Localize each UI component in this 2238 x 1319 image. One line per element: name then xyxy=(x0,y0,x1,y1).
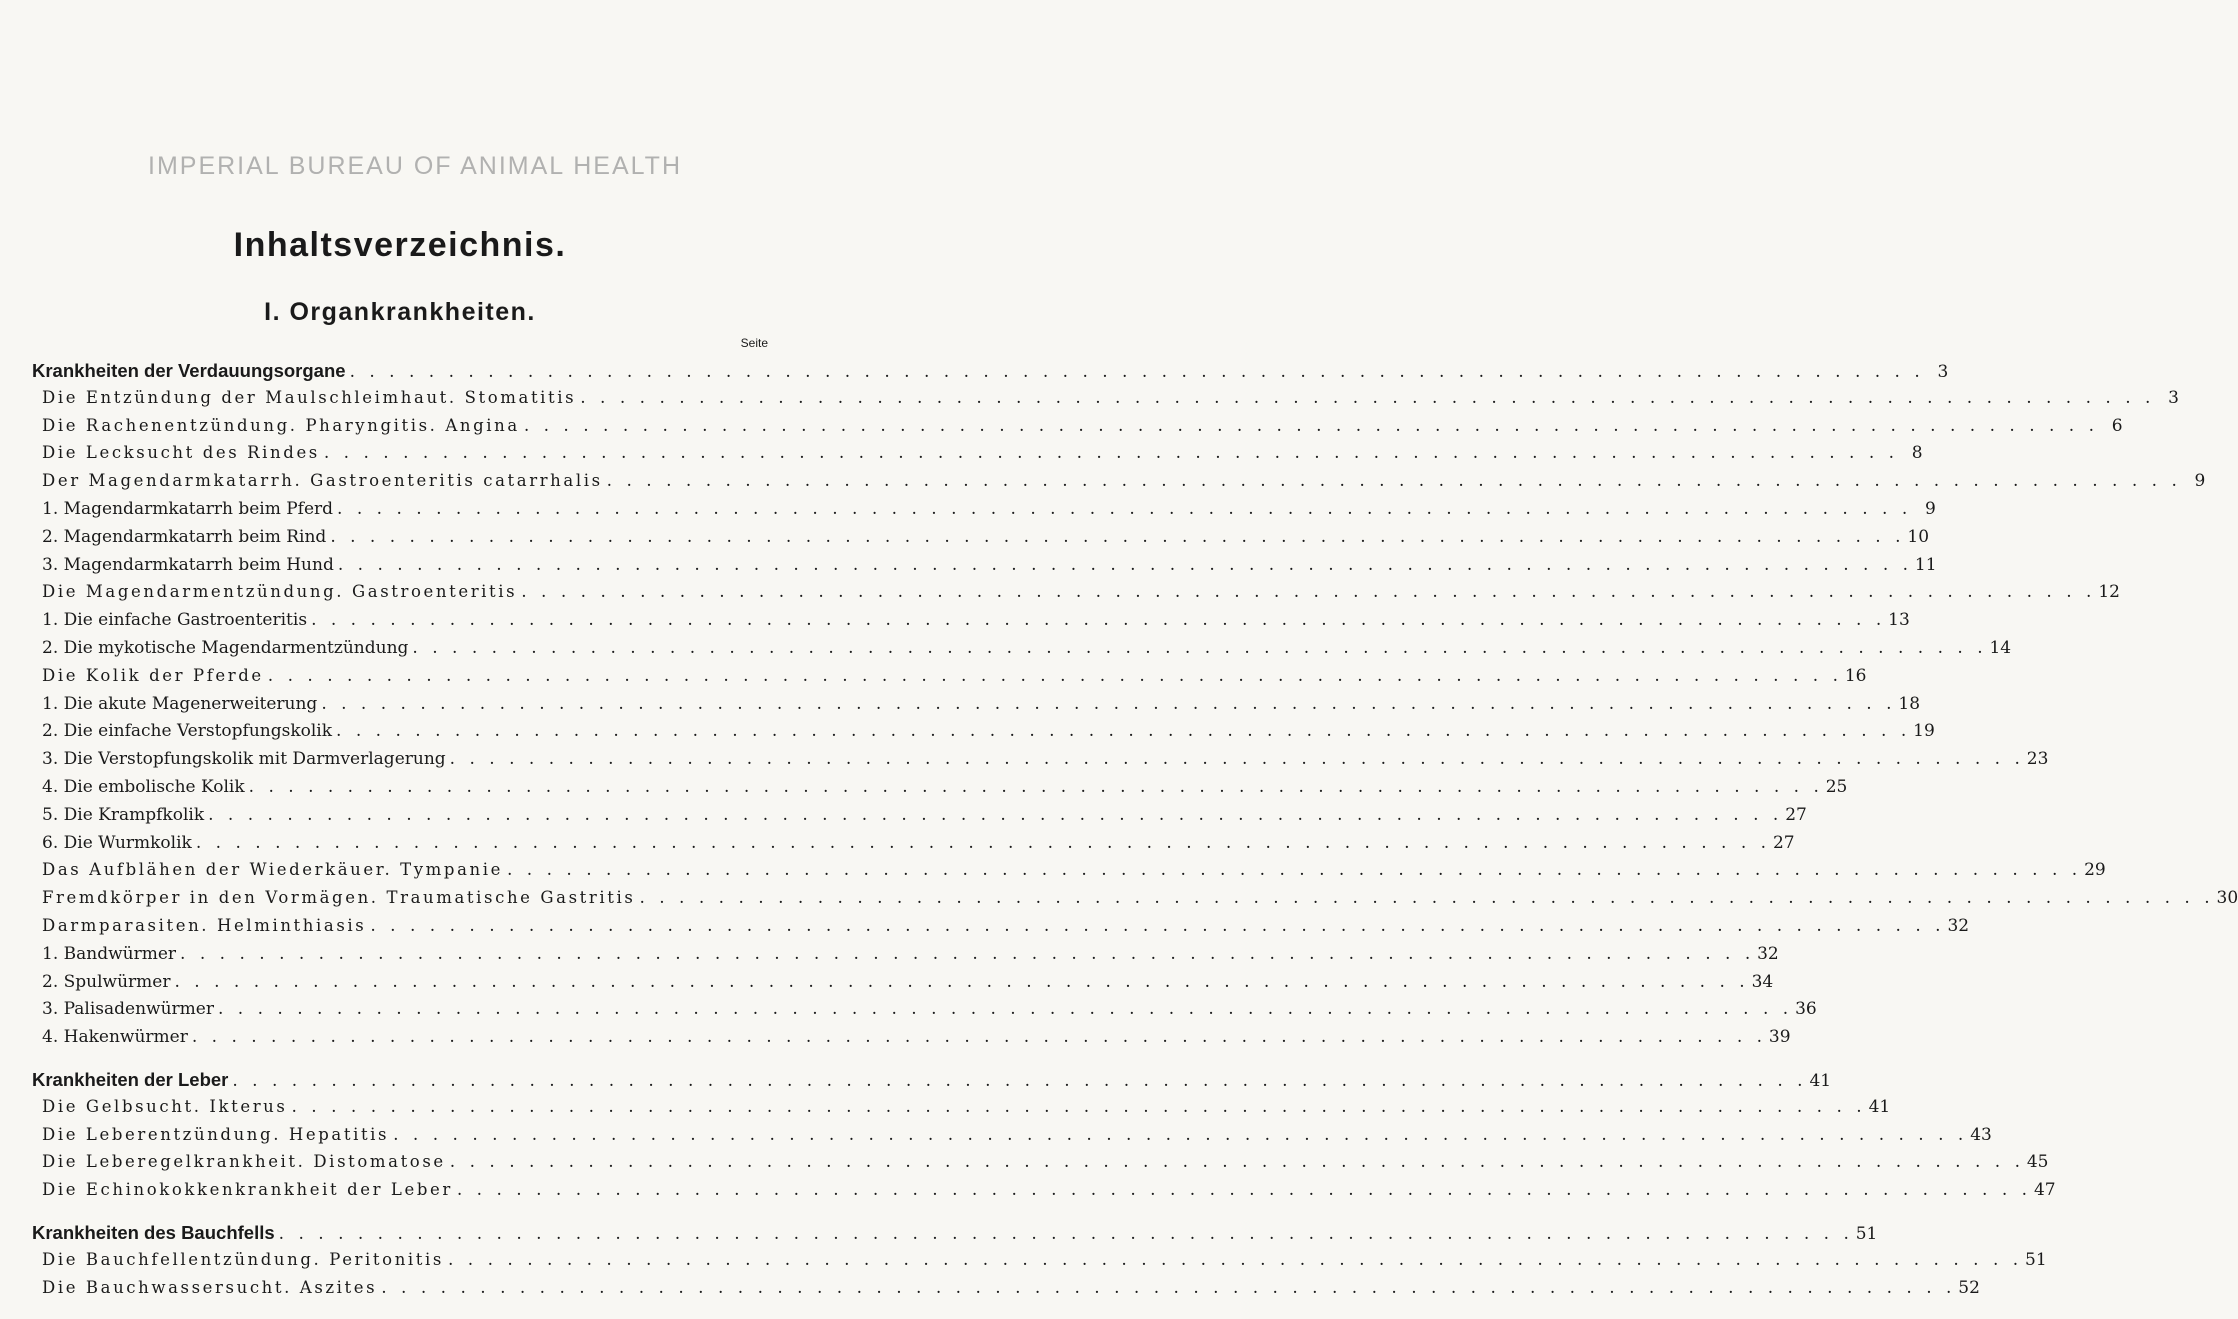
toc-page-number: 12 xyxy=(2098,582,2120,603)
toc-entry-title: 2. Magendarmkatarrh beim Rind xyxy=(42,526,327,547)
toc-page-number: 41 xyxy=(1868,1096,1891,1117)
dot-leader: . . . . . . . . . . . . . . . . . . . . . . . . . . . . . . . . . . . . . . . . . . . . . . . . . . . . . . . . . . . . . . . . . . . . . . . . . . . . . . . . xyxy=(174,971,1750,992)
toc-entry-title: 2. Die mykotische Magendarmentzündung xyxy=(42,637,409,658)
dot-leader: . . . . . . . . . . . . . . . . . . . . . . . . . . . . . . . . . . . . . . . . . . . . . . . . . . . . . . . . . . . . . . . . . . . . . . . . . . . . . . . . xyxy=(180,943,1755,964)
toc-entry-title: Die Kolik der Pferde xyxy=(42,665,264,685)
dot-leader: . . . . . . . . . . . . . . . . . . . . . . . . . . . . . . . . . . . . . . . . . . . . . . . . . . . . . . . . . . . . . . . . . . . . . . . . . . . . . . . . xyxy=(218,999,1793,1020)
toc-entry-title: 3. Magendarmkatarrh beim Hund xyxy=(42,554,334,575)
toc-entry-title: 4. Die embolische Kolik xyxy=(42,776,245,797)
toc-page-number: 16 xyxy=(1844,665,1867,686)
toc-section xyxy=(32,1221,2047,1305)
toc-subentry-row xyxy=(32,721,1935,749)
library-stamp: IMPERIAL BUREAU OF ANIMAL HEALTH xyxy=(148,152,683,180)
toc-page-number: 3 xyxy=(1937,362,1949,382)
toc-entry-row xyxy=(32,387,2179,416)
dot-leader: . . . . . . . . . . . . . . . . . . . . . . . . . . . . . . . . . . . . . . . . . . . . . . . . . . . . . . . . . . . . . . . . . . . . . . . . . . . . . . . . xyxy=(412,637,1988,658)
toc-page-number: 45 xyxy=(2026,1152,2049,1173)
toc-subentry-row xyxy=(32,693,1921,722)
dot-leader: . . . . . . . . . . . . . . . . . . . . . . . . . . . . . . . . . . . . . . . . . . . . . . . . . . . . . . . . . . . . . . . . . . . . . . . . . . . . . . . . xyxy=(191,1027,1767,1048)
toc-page-number: 25 xyxy=(1825,776,1848,797)
toc-page-number: 18 xyxy=(1898,693,1921,714)
toc-page-number: 11 xyxy=(1914,554,1937,575)
toc-page-number: 27 xyxy=(1772,832,1795,853)
toc-entry-row xyxy=(32,1124,1992,1153)
dot-leader: . . . . . . . . . . . . . . . . . . . . . . . . . . . . . . . . . . . . . . . . . . . . . . . . . . . . . . . . . . . . . . . . . . . . . . . . . . . . . . . . xyxy=(606,471,2182,492)
toc-page-number: 52 xyxy=(1958,1277,1980,1298)
dot-leader: . . . . . . . . . . . . . . . . . . . . . . . . . . . . . . . . . . . . . . . . . . . . . . . . . . . . . . . . . . . . . . . . . . . . . . . . . . . . . . . . xyxy=(323,443,1899,464)
toc-subentry-row xyxy=(32,610,1910,638)
dot-leader: . . . . . . . . . . . . . . . . . . . . . . . . . . . . . . . . . . . . . . . . . . . . . . . . . . . . . . . . . . . . . . . . . . . . . . . . . . . . . . . . xyxy=(337,554,1913,575)
toc-subentry-row xyxy=(32,526,1930,555)
dot-leader: . . . . . . . . . . . . . . . . . . . . . . . . . . . . . . . . . . . . . . . . . . . . . . . . . . . . . . . . . . . . . . . . . . . . . . . . . . . . . . . . xyxy=(456,1180,2032,1201)
page-column-label: Seite xyxy=(740,336,768,350)
dot-leader: . . . . . . . . . . . . . . . . . . . . . . . . . . . . . . . . . . . . . . . . . . . . . . . . . . . . . . . . . . . . . . . . . . . . . . . . . . . . . . . . xyxy=(639,888,2215,909)
toc-page-number: 9 xyxy=(1924,498,1936,519)
toc-entry-title: 4. Hakenwürmer xyxy=(42,1027,188,1048)
toc-subentry-row xyxy=(32,832,1795,861)
toc-entry-row xyxy=(32,1180,2056,1208)
toc-entry-title: 2. Die einfache Verstopfungskolik xyxy=(42,721,333,742)
dot-leader: . . . . . . . . . . . . . . . . . . . . . . . . . . . . . . . . . . . . . . . . . . . . . . . . . . . . . . . . . . . . . . . . . . . . . . . . . . . . . . . . xyxy=(291,1096,1867,1117)
toc-entry-title: Der Magendarmkatarrh. Gastroenteritis catarrhalis xyxy=(42,471,603,491)
dot-leader: . . . . . . . . . . . . . . . . . . . . . . . . . . . . . . . . . . . . . . . . . . . . . . . . . . . . . . . . . . . . . . . . . . . . . . . . . . . . . . . . xyxy=(311,610,1886,631)
toc-page-number: 39 xyxy=(1768,1027,1791,1048)
dot-leader: . . . . . . . . . . . . . . . . . . . . . . . . . . . . . . . . . . . . . . . . . . . . . . . . . . . . . . . . . . . . . . . . . . . . . . . . . . . . . . . . xyxy=(336,721,1911,742)
toc-page-number: 32 xyxy=(1947,915,1970,936)
toc-entry-title: Die Gelbsucht. Ikterus xyxy=(42,1096,288,1116)
toc-entry-title: 6. Die Wurmkolik xyxy=(42,832,192,853)
toc-page-number: 47 xyxy=(2033,1180,2056,1201)
toc-entry-title: Fremdkörper in den Vormägen. Traumatische Gastritis xyxy=(42,888,636,908)
toc-page-number: 29 xyxy=(2084,860,2106,881)
toc-entry-row xyxy=(32,915,1970,944)
toc-entry-title: 3. Die Verstopfungskolik mit Darmverlagerung xyxy=(42,749,446,770)
toc-entry-title: Krankheiten der Verdauungsorgane xyxy=(32,360,346,381)
dot-leader: . . . . . . . . . . . . . . . . . . . . . . . . . . . . . . . . . . . . . . . . . . . . . . . . . . . . . . . . . . . . . . . . . . . . . . . . . . . . . . . . xyxy=(449,749,2025,770)
toc-entry-title: Die Bauchfellentzündung. Peritonitis xyxy=(42,1249,444,1269)
toc-entry-title: 1. Die akute Magenerweiterung xyxy=(42,693,318,714)
dot-leader: . . . . . . . . . . . . . . . . . . . . . . . . . . . . . . . . . . . . . . . . . . . . . . . . . . . . . . . . . . . . . . . . . . . . . . . . . . . . . . . . xyxy=(267,665,1843,686)
part-title: I. Organkrankheiten. xyxy=(264,298,536,326)
toc-page-number: 32 xyxy=(1757,943,1779,964)
dot-leader: . . . . . . . . . . . . . . . . . . . . . . . . . . . . . . . . . . . . . . . . . . . . . . . . . . . . . . . . . . . . . . . . . . . . . . . . . . . . . . . . xyxy=(449,1152,2025,1173)
toc-page-number: 34 xyxy=(1751,971,1774,992)
toc-page-number: 27 xyxy=(1785,804,1807,825)
toc-page-number: 6 xyxy=(2111,415,2123,436)
dot-leader: . . . . . . . . . . . . . . . . . . . . . . . . . . . . . . . . . . . . . . . . . . . . . . . . . . . . . . . . . . . . . . . . . . . . . . . . . . . . . . . . xyxy=(370,915,1946,936)
toc-entry-title: Krankheiten der Leber xyxy=(32,1068,229,1090)
toc-page-number: 23 xyxy=(2026,749,2049,770)
dot-leader: . . . . . . . . . . . . . . . . . . . . . . . . . . . . . . . . . . . . . . . . . . . . . . . . . . . . . . . . . . . . . . . . . . . . . . . . . . . . . . . . xyxy=(447,1249,2023,1270)
toc-subentry-row xyxy=(32,943,1779,972)
dot-leader: . . . . . . . . . . . . . . . . . . . . . . . . . . . . . . . . . . . . . . . . . . . . . . . . . . . . . . . . . . . . . . . . . . . . . . . . . . . . . . . . xyxy=(523,415,2099,436)
toc-entry-title: Krankheiten des Bauchfells xyxy=(32,1221,275,1243)
toc-entry-row xyxy=(32,415,2123,444)
toc-page-number: 10 xyxy=(1907,526,1930,547)
toc-page-number: 13 xyxy=(1888,610,1910,631)
toc-entry-title: Das Aufblähen der Wiederkäuer. Tympanie xyxy=(42,860,503,880)
toc-entry-title: Die Entzündung der Maulschleimhaut. Stomatitis xyxy=(42,387,577,407)
toc-entry-title: 5. Die Krampfkolik xyxy=(42,804,205,825)
toc-subentry-row xyxy=(32,749,2049,777)
toc-subentry-row xyxy=(32,637,2012,666)
toc-entry-title: Die Bauchwassersucht. Aszites xyxy=(42,1277,378,1297)
toc-page-number: 19 xyxy=(1913,721,1935,742)
toc-entry-row xyxy=(32,1277,1980,1306)
dot-leader: . . . . . . . . . . . . . . . . . . . . . . . . . . . . . . . . . . . . . . . . . . . . . . . . . . . . . . . . . . . . . . . . . . . . . . . . . . . . . . . . xyxy=(381,1277,1956,1298)
toc-entry-title: 1. Die einfache Gastroenteritis xyxy=(42,610,308,631)
toc-section xyxy=(32,1068,2056,1208)
toc-entry-row xyxy=(32,1096,1891,1125)
toc-entry-row xyxy=(32,665,1867,694)
toc-entry-row xyxy=(32,1152,2049,1180)
toc-entry-title: 3. Palisadenwürmer xyxy=(42,999,214,1020)
dot-leader: . . . . . . . . . . . . . . . . . . . . . . . . . . . . . . . . . . . . . . . . . . . . . . . . . . . . . . . . . . . . . . . . . . . . . . . . . . . . . . . . xyxy=(337,498,1912,519)
table-of-contents xyxy=(32,360,2238,1319)
toc-entry-title: 1. Bandwürmer xyxy=(42,943,177,964)
dot-leader: . . . . . . . . . . . . . . . . . . . . . . . . . . . . . . . . . . . . . . . . . . . . . . . . . . . . . . . . . . . . . . . . . . . . . . . . . . . . . . . . xyxy=(506,860,2082,881)
toc-entry-row xyxy=(32,582,2120,610)
dot-leader: . . . . . . . . . . . . . . . . . . . . . . . . . . . . . . . . . . . . . . . . . . . . . . . . . . . . . . . . . . . . . . . . . . . . . . . . . . . . . . . . xyxy=(248,776,1824,797)
toc-chapter-row xyxy=(32,1068,1832,1097)
toc-subentry-row xyxy=(32,804,1807,833)
toc-page-number: 9 xyxy=(2194,471,2206,492)
dot-leader: . . . . . . . . . . . . . . . . . . . . . . . . . . . . . . . . . . . . . . . . . . . . . . . . . . . . . . . . . . . . . . . . . . . . . . . . . . . . . . . . xyxy=(208,804,1783,825)
toc-page-number: 14 xyxy=(1989,637,2012,658)
toc-subentry-row xyxy=(32,498,1936,527)
toc-entry-row xyxy=(32,443,1923,471)
toc-entry-row xyxy=(32,860,2106,888)
toc-subentry-row xyxy=(32,1027,1791,1055)
toc-entry-title: Die Leberegelkrankheit. Distomatose xyxy=(42,1152,446,1172)
toc-page-number: 51 xyxy=(1855,1223,1878,1244)
dot-leader: . . . . . . . . . . . . . . . . . . . . . . . . . . . . . . . . . . . . . . . . . . . . . . . . . . . . . . . . . . . . . . . . . . . . . . . . . . . . . . . . xyxy=(580,387,2155,408)
toc-chapter-row xyxy=(32,1221,1878,1250)
toc-entry-title: Die Rachenentzündung. Pharyngitis. Angina xyxy=(42,415,520,435)
toc-page-number: 30 xyxy=(2216,888,2238,909)
dot-leader: . . . . . . . . . . . . . . . . . . . . . . . . . . . . . . . . . . . . . . . . . . . . . . . . . . . . . . . . . . . . . . . . . . . . . . . . . . . . . . . . xyxy=(278,1223,1854,1244)
toc-entry-row xyxy=(32,1249,2047,1278)
dot-leader: . . . . . . . . . . . . . . . . . . . . . . . . . . . . . . . . . . . . . . . . . . . . . . . . . . . . . . . . . . . . . . . . . . . . . . . . . . . . . . . . xyxy=(521,582,2096,603)
dot-leader: . . . . . . . . . . . . . . . . . . . . . . . . . . . . . . . . . . . . . . . . . . . . . . . . . . . . . . . . . . . . . . . . . . . . . . . . . . . . . . . . xyxy=(195,832,1771,853)
toc-subentry-row xyxy=(32,999,1817,1027)
toc-section xyxy=(32,360,2238,1055)
toc-entry-title: 2. Spulwürmer xyxy=(42,971,171,992)
toc-chapter-row xyxy=(32,360,1949,388)
toc-page-number: 36 xyxy=(1795,999,1817,1020)
toc-entry-row xyxy=(32,888,2238,916)
dot-leader: . . . . . . . . . . . . . . . . . . . . . . . . . . . . . . . . . . . . . . . . . . . . . . . . . . . . . . . . . . . . . . . . . . . . . . . . . . . . . . . . xyxy=(232,1070,1808,1091)
toc-page-number: 3 xyxy=(2168,387,2179,408)
dot-leader: . . . . . . . . . . . . . . . . . . . . . . . . . . . . . . . . . . . . . . . . . . . . . . . . . . . . . . . . . . . . . . . . . . . . . . . . . . . . . . . . xyxy=(321,693,1897,714)
toc-page-number: 8 xyxy=(1911,443,1923,464)
toc-entry-title: 1. Magendarmkatarrh beim Pferd xyxy=(42,498,334,519)
toc-entry-title: Die Lecksucht des Rindes xyxy=(42,443,320,463)
toc-page-number: 51 xyxy=(2025,1249,2047,1270)
toc-entry-row xyxy=(32,471,2206,499)
toc-page-number: 43 xyxy=(1970,1124,1992,1145)
toc-entry-title: Die Leberentzündung. Hepatitis xyxy=(42,1124,390,1144)
toc-subentry-row xyxy=(32,776,1848,805)
toc-entry-title: Die Magendarmentzündung. Gastroenteritis xyxy=(42,582,518,602)
toc-entry-title: Die Echinokokkenkrankheit der Leber xyxy=(42,1180,453,1200)
toc-subentry-row xyxy=(32,554,1937,583)
dot-leader: . . . . . . . . . . . . . . . . . . . . . . . . . . . . . . . . . . . . . . . . . . . . . . . . . . . . . . . . . . . . . . . . . . . . . . . . . . . . . . . . xyxy=(349,362,1925,382)
dot-leader: . . . . . . . . . . . . . . . . . . . . . . . . . . . . . . . . . . . . . . . . . . . . . . . . . . . . . . . . . . . . . . . . . . . . . . . . . . . . . . . . xyxy=(393,1124,1968,1145)
toc-entry-title: Darmparasiten. Helminthiasis xyxy=(42,915,367,935)
toc-subentry-row xyxy=(32,971,1774,1000)
page-title: Inhaltsverzeichnis. xyxy=(233,226,567,264)
dot-leader: . . . . . . . . . . . . . . . . . . . . . . . . . . . . . . . . . . . . . . . . . . . . . . . . . . . . . . . . . . . . . . . . . . . . . . . . . . . . . . . . xyxy=(330,526,1906,547)
toc-page-number: 41 xyxy=(1809,1070,1832,1091)
